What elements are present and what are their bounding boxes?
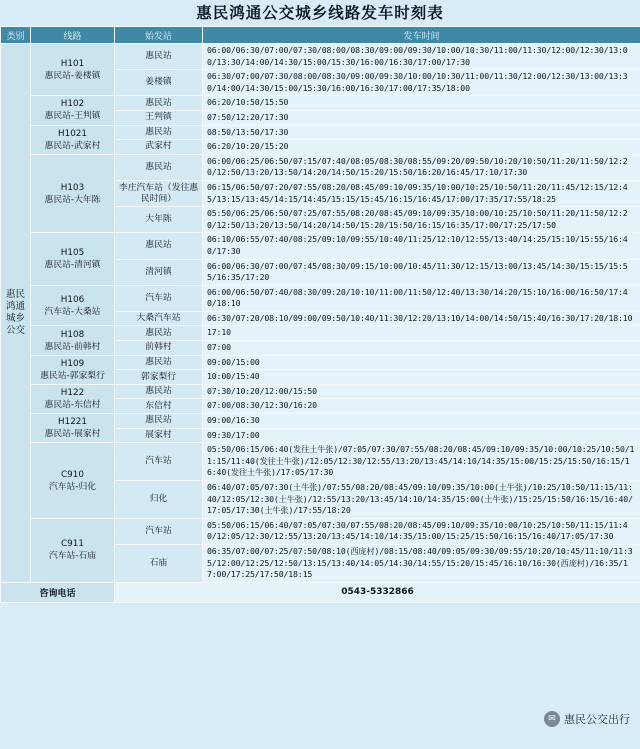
route-name: 惠民站-前韩村 xyxy=(44,341,101,352)
route-code: H105 xyxy=(60,248,85,258)
route-code: H1221 xyxy=(57,417,87,428)
route-cell xyxy=(31,326,115,355)
route-name: 惠民站-东信村 xyxy=(44,399,101,410)
start-station: 惠民站 xyxy=(115,326,203,341)
page-title: 惠民鸿通公交城乡线路发车时刻表 xyxy=(196,3,444,22)
departure-times: 05:50/06:15/06:40(发往土牛张)/07:05/07:30/07:55/08:20/08:45/09:10/09:35/10:00/10:25/10:50/11:15/11:40(发往土牛张)/12:05/12:30/12:55/13:20/13:45/14:10/14:35/15:00/15:25/15:50/16:15/16:40(发往土牛张)/17:05/17:30 xyxy=(203,443,640,481)
departure-times: 06:30/07:20/08:10/09:00/09:50/10:40/11:30/12:20/13:10/14:00/14:50/15:40/16:30/17:20/18:10 xyxy=(203,311,640,326)
consult-phone: 0543-5332866 xyxy=(115,582,640,602)
start-station: 归化 xyxy=(115,481,203,519)
departure-times: 06:00/06:50/07:40/08:30/09:20/10:10/11:00/11:50/12:40/13:30/14:20/15:10/16:00/16:50/17:40/18:10 xyxy=(203,285,640,311)
start-station: 汽车站 xyxy=(115,443,203,481)
start-station: 李庄汽车站（发往惠民时间） xyxy=(115,180,203,206)
category-cell: 惠民鸿通城乡公交 xyxy=(1,44,31,583)
start-station: 惠民站 xyxy=(115,384,203,399)
departure-times: 07:00 xyxy=(203,341,640,356)
table-row xyxy=(1,518,640,544)
departure-times: 08:50/13:50/17:30 xyxy=(203,125,640,140)
departure-times: 06:00/06:25/06:50/07:15/07:40/08:05/08:30/08:55/09:20/09:50/10:20/10:50/11:20/11:50/12:20/12:50/13:20/13:50/14:20/14:50/15:20/15:50/16:20/16:45/17:10/17:30 xyxy=(203,154,640,180)
start-station: 展家村 xyxy=(115,428,203,443)
table-row xyxy=(1,154,640,180)
route-cell xyxy=(31,355,115,384)
start-station: 清河镇 xyxy=(115,259,203,285)
start-station: 郭家梨行 xyxy=(115,370,203,385)
table-row xyxy=(1,443,640,481)
start-station: 惠民站 xyxy=(115,44,203,70)
route-cell xyxy=(31,233,115,285)
route-code: H109 xyxy=(60,358,85,369)
start-station: 惠民站 xyxy=(115,233,203,259)
departure-times: 09:00/16:30 xyxy=(203,414,640,429)
departure-times: 06:40/07:05/07:30(土牛张)/07:55/08:20/08:45/09:10/09:35/10:00(土牛张)/10:25/10:50/11:15/11:40/12:05/12:30(土牛张)/12:55/13:20/13:45/14:10/14:35/15:00(土牛张)/15:25/15:50/16:15/16:40/17:05/17:30(土牛张)/17:55/18:20 xyxy=(203,481,640,519)
start-station: 姜楼镇 xyxy=(115,70,203,96)
header-route: 线路 xyxy=(31,27,115,44)
start-station: 东信村 xyxy=(115,399,203,414)
consult-label: 咨询电话 xyxy=(1,582,115,602)
route-code: H1021 xyxy=(57,128,87,139)
header-category: 类别 xyxy=(1,27,31,44)
departure-times: 07:00/08:30/12:30/16:20 xyxy=(203,399,640,414)
route-cell xyxy=(31,443,115,519)
route-code: H122 xyxy=(60,387,85,398)
route-cell xyxy=(31,154,115,233)
departure-times: 07:50/12:20/17:30 xyxy=(203,110,640,125)
departure-times: 06:00/06:30/07:00/07:45/08:30/09:15/10:00/10:45/11:30/12:15/13:00/13:45/14:30/15:15/15:55/16:35/17:20 xyxy=(203,259,640,285)
start-station: 王判镇 xyxy=(115,110,203,125)
table-row xyxy=(1,125,640,140)
table-row xyxy=(1,384,640,399)
table-row xyxy=(1,233,640,259)
route-cell xyxy=(31,125,115,154)
header-start: 始发站 xyxy=(115,27,203,44)
route-name: 汽车站-归化 xyxy=(48,481,97,492)
departure-times: 06:20/10:50/15:50 xyxy=(203,96,640,111)
departure-times: 06:00/06:30/07:00/07:30/08:00/08:30/09:00/09:30/10:00/10:30/11:00/11:30/12:00/12:30/13:00/13:30/14:00/14:30/15:00/15:30/16:00/16:30/17:00/17:30 xyxy=(203,44,640,70)
header-times: 发车时间 xyxy=(203,27,640,44)
start-station: 惠民站 xyxy=(115,96,203,111)
route-name: 惠民站-王判镇 xyxy=(44,111,101,122)
route-cell xyxy=(31,44,115,96)
start-station: 汽车站 xyxy=(115,285,203,311)
watermark xyxy=(544,711,630,727)
route-name: 汽车站-石庙 xyxy=(48,551,97,562)
route-name: 惠民站-大年陈 xyxy=(44,194,101,205)
header-row xyxy=(1,27,640,44)
table-row xyxy=(1,326,640,341)
start-station: 惠民站 xyxy=(115,355,203,370)
departure-times: 06:30/07:00/07:30/08:00/08:30/09:00/09:30/10:00/10:30/11:00/11:30/12:00/12:30/13:00/13:30/14:00/14:30/15:00/15:30/16:00/16:30/17:00/17:35/18:00 xyxy=(203,70,640,96)
start-station: 惠民站 xyxy=(115,414,203,429)
watermark-text: 惠民公交出行 xyxy=(564,713,630,726)
route-code: H108 xyxy=(60,329,85,340)
start-station: 汽车站 xyxy=(115,518,203,544)
departure-times: 06:35/07:00/07:25/07:50/08:10(西庞村)/08:15/08:40/09:05/09:30/09:55/10:20/10:45/11:10/11:35/12:00/12:25/12:50/13:15/13:40/14:05/14:30/14:55/15:20/15:45/16:10/16:30(西庞村)/16:35/17:00/17:25/17:50/18:15 xyxy=(203,544,640,582)
route-code: C911 xyxy=(61,539,84,550)
wechat-icon: ✉ xyxy=(544,711,560,727)
route-cell xyxy=(31,384,115,413)
departure-times: 17:10 xyxy=(203,326,640,341)
route-name: 惠民站-展家村 xyxy=(44,429,101,440)
table-row xyxy=(1,285,640,311)
table-row xyxy=(1,44,640,70)
departure-times: 06:20/10:20/15:20 xyxy=(203,140,640,155)
schedule-table xyxy=(0,26,640,603)
route-code: H102 xyxy=(60,99,85,110)
route-name: 惠民站-清河镇 xyxy=(44,260,101,270)
route-name: 惠民站-武家村 xyxy=(44,140,101,151)
route-code: H106 xyxy=(60,294,85,305)
departure-times: 10:00/15:40 xyxy=(203,370,640,385)
start-station: 石庙 xyxy=(115,544,203,582)
table-row xyxy=(1,96,640,111)
departure-times: 09:00/15:00 xyxy=(203,355,640,370)
start-station: 惠民站 xyxy=(115,125,203,140)
departure-times: 09:30/17:00 xyxy=(203,428,640,443)
start-station: 大桑汽车站 xyxy=(115,311,203,326)
departure-times: 07:30/10:20/12:00/15:50 xyxy=(203,384,640,399)
route-cell xyxy=(31,285,115,326)
start-station: 武家村 xyxy=(115,140,203,155)
route-cell xyxy=(31,414,115,443)
route-code: C910 xyxy=(61,469,84,480)
route-code: H103 xyxy=(60,182,85,193)
departure-times: 06:10/06:55/07:40/08:25/09:10/09:55/10:40/11:25/12:10/12:55/13:40/14:25/15:10/15:55/16:40/17:30 xyxy=(203,233,640,259)
route-name: 惠民站-姜楼镇 xyxy=(44,70,101,81)
route-name: 汽车站-大桑站 xyxy=(44,306,101,317)
table-row xyxy=(1,414,640,429)
route-cell xyxy=(31,518,115,582)
start-station: 大年陈 xyxy=(115,207,203,233)
route-cell xyxy=(31,96,115,125)
route-code: H101 xyxy=(60,58,85,69)
table-row xyxy=(1,355,640,370)
footer-row xyxy=(1,582,640,602)
start-station: 前韩村 xyxy=(115,341,203,356)
departure-times: 05:50/06:15/06:40/07:05/07:30/07:55/08:20/08:45/09:10/09:35/10:00/10:25/10:50/11:15/11:40/12:05/12:30/12:55/13:20/13:45/14:10/14:35/15:00/15:25/15:50/16:15/16:40/17:05/17:30 xyxy=(203,518,640,544)
departure-times: 05:50/06:25/06:50/07:25/07:55/08:20/08:45/09:10/09:35/10:00/10:25/10:50/11:20/11:50/12:20/12:50/13:20/13:50/14:20/14:50/15:20/15:50/16:15/16:35/17:00/17:25/17:50 xyxy=(203,207,640,233)
route-name: 惠民站-郭家梨行 xyxy=(40,370,105,381)
departure-times: 06:15/06:50/07:20/07:55/08:20/08:45/09:10/09:35/10:00/10:25/10:50/11:20/11:45/12:15/12:45/13:15/13:45/14:15/14:45/15:15/15:45/16:15/16:45/17:00/17:35/17:55/18:25 xyxy=(203,180,640,206)
start-station: 惠民站 xyxy=(115,154,203,180)
